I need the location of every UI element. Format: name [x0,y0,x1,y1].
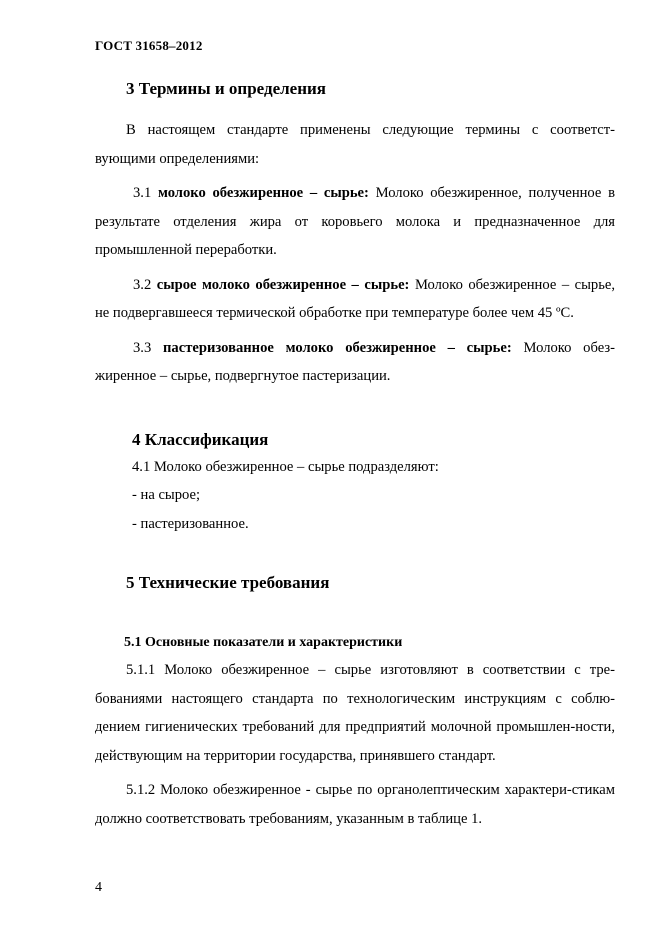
term-number: 3.2 [133,276,152,293]
term-3-2 [95,271,615,328]
section-4-title: 4 Классификация [132,429,269,449]
term-3-3 [95,334,615,391]
term-number: 3.3 [133,339,152,356]
page-number: 4 [95,880,102,895]
term-number: 3.1 [133,185,152,201]
classification-item-pasteurized: - пастеризованное. [132,515,249,532]
classification-item-raw: - на сырое; [132,487,201,503]
term-3-1 [95,179,615,265]
section-3-intro: В настоящем стандарте применены следующие термины с соответст-вующими определениями: [95,122,615,167]
term-name: молоко обезжиренное – сырье: [157,185,369,201]
paragraph-5-1-2: 5.1.2 Молоко обезжиренное - сырье по органолептическим характери-стикам должно соответствовать требованиям, указанным в таблице 1. [95,782,615,827]
term-definition: Молоко обезжиренное – сырье, не подвергавшееся термической обработке при температуре более чем 45 ºС. [95,276,615,321]
term-name: сырое молоко обезжиренное – сырье: [156,276,410,293]
classification-intro: 4.1 Молоко обезжиренное – сырье подразделяют: [132,458,439,475]
term-definition: Молоко обезжиренное, полученное в результате отделения жира от коровьего молока и предназначенное для промышленной переработки. [95,185,615,258]
section-3-title: 3 Термины и определения [126,79,327,98]
section-5-title: 5 Технические требования [126,573,330,592]
page-body [95,76,615,833]
term-definition: Молоко обез-жиренное – сырье, подвергнутое пастеризации. [95,339,615,384]
term-name: пастеризованное молоко обезжиренное – сырье: [163,339,512,356]
document-id: ГОСТ 31658–2012 [95,38,203,53]
subsection-5-1-title: 5.1 Основные показатели и характеристики [124,635,403,650]
paragraph-5-1-1: 5.1.1 Молоко обезжиренное – сырье изготовляют в соответствии с тре-бованиями настоящего стандарта по технологическим инструкциям с соблю-дением гигиенических требований для предприятий молочной промышлен-ности, действующим на территории государства, принявшего стандарт. [95,662,615,764]
